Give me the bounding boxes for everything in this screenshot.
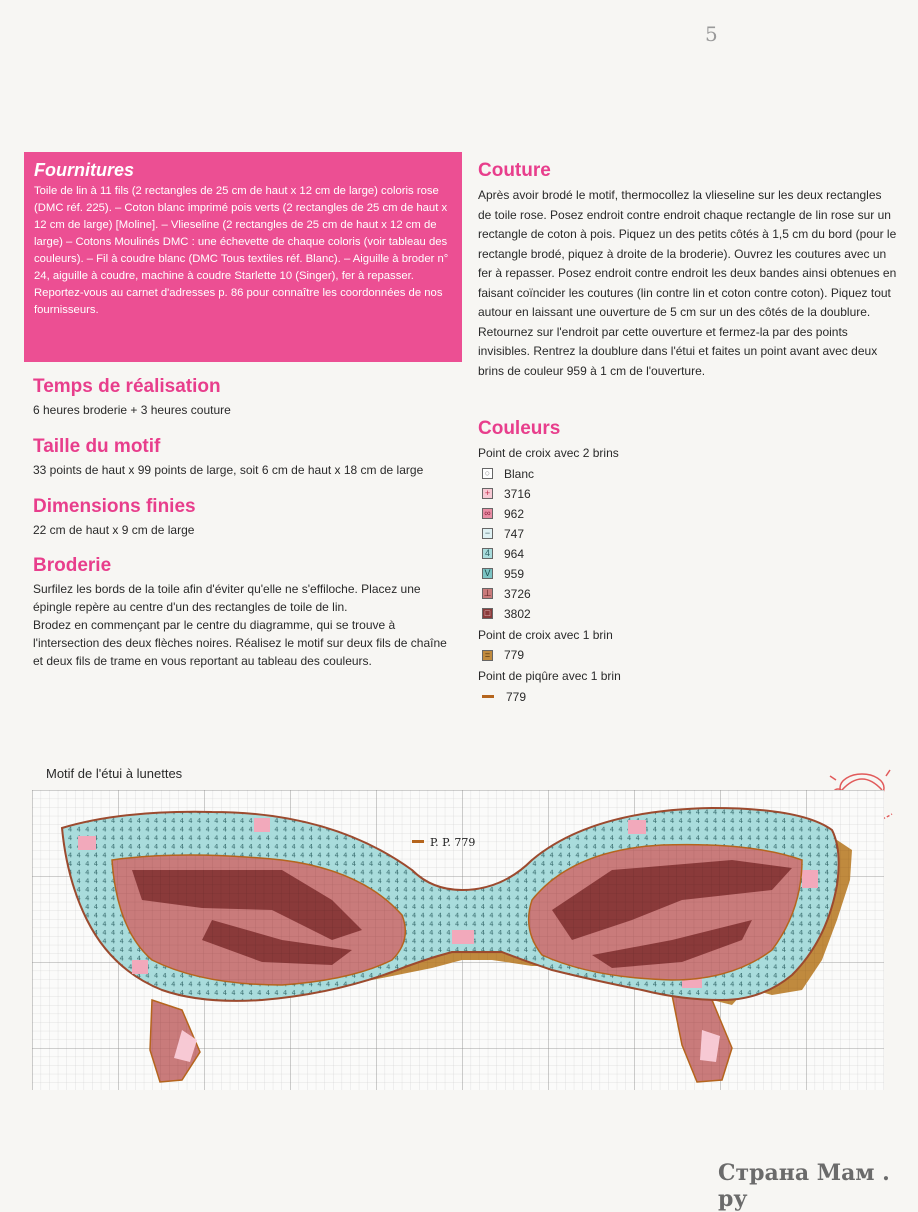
- broderie-p2: Brodez en commençant par le centre du diagramme, qui se trouve à l'intersection des deux flèches noires. Réalisez le motif sur deux fils de chaîne et deux fils de trame en vous reportant au tableau des couleurs.: [33, 618, 447, 668]
- color-key-item: [478, 645, 898, 665]
- key-heading-2-brins: Point de croix avec 2 brins: [478, 446, 619, 460]
- couleurs-section: [478, 418, 898, 707]
- color-key-label: 959: [504, 566, 525, 581]
- dimensions-body: 22 cm de haut x 9 cm de large: [33, 523, 195, 537]
- cross-stitch-chart: [32, 790, 884, 1090]
- temps-body: 6 heures broderie + 3 heures couture: [33, 403, 231, 417]
- fournitures-body: Toile de lin à 11 fils (2 rectangles de 25 cm de haut x 12 cm de large) coloris rose (DMC réf. 225). – Coton blanc imprimé pois verts (2 rectangles de 25 cm de haut x 12 cm de large) [Moline]. – Vlieseline (2 rectangles de 25 cm de haut x 12 cm de large) – Cotons Moulinés DMC : une échevette de chaque coloris (voir tableau des couleurs). – Fil à coudre blanc (DMC Tous textiles réf. Blanc). – Aiguille à broder n° 24, aiguille à coudre, machine à coudre Starlette 10 (Singer), fer à repasser.: [34, 185, 449, 282]
- color-key-item: [478, 564, 898, 584]
- key-heading-1-brin: Point de croix avec 1 brin: [478, 627, 613, 642]
- color-swatch-icon: +: [482, 488, 493, 499]
- couture-section: [478, 160, 898, 381]
- color-swatch-icon: −: [482, 528, 493, 539]
- broderie-section: [33, 555, 453, 670]
- color-key-label: 779: [504, 648, 525, 662]
- color-key-label: 779: [506, 689, 527, 704]
- fournitures-box: [24, 152, 462, 362]
- color-key-item: [478, 604, 898, 624]
- taille-body: 33 points de haut x 99 points de large, soit 6 cm de haut x 18 cm de large: [33, 463, 424, 477]
- color-key-list-piqure: [478, 687, 898, 707]
- pp-label: P. P. 779: [430, 836, 476, 849]
- color-key-item: [478, 464, 898, 484]
- color-key-item: [478, 524, 898, 544]
- couleurs-title: Couleurs: [478, 418, 561, 439]
- color-swatch-icon: ○: [482, 468, 493, 479]
- color-key-label: 3802: [504, 606, 531, 621]
- backstitch-line-icon: [482, 695, 494, 698]
- color-key-list-1-brin: [478, 645, 898, 665]
- broderie-title: Broderie: [33, 555, 112, 576]
- key-heading-piqure: Point de piqûre avec 1 brin: [478, 669, 621, 683]
- couture-title: Couture: [478, 160, 551, 181]
- dimensions-title: Dimensions finies: [33, 496, 196, 517]
- color-swatch-icon: =: [482, 650, 493, 661]
- broderie-p1: Surfilez les bords de la toile afin d'éviter qu'elle ne s'effiloche. Placez une épingle repère au centre d'un des rectangles de toile de lin.: [33, 582, 421, 614]
- color-key-item: [478, 484, 898, 504]
- temps-title: Temps de réalisation: [33, 376, 221, 397]
- temps-section: [33, 376, 453, 419]
- color-key-label: 747: [504, 526, 525, 541]
- fournitures-note: Reportez-vous au carnet d'adresses p. 86 pour connaître les coordonnées de nos fournisseurs.: [34, 287, 443, 316]
- color-key-label: 3716: [504, 486, 531, 501]
- color-key-label: 962: [504, 506, 525, 521]
- couture-body: Après avoir brodé le motif, thermocollez la vlieseline sur les deux rectangles de toile rose. Posez endroit contre endroit chaque rectangle de lin rose sur un rectangle de coton à pois. Piquez un des petits côtés à 1,5 cm du bord (pour le rectangle brodé, piquez à droite de la broderie). Ouvrez les coutures avec un fer à repasser. Posez endroit contre endroit les deux bandes ainsi obtenues en faisant coïncider les coutures (lin contre lin et coton contre coton). Piquez tout autour en laissant une ouverture de 5 cm sur un des côtés de la doublure. Retournez sur l'endroit par cette ouverture et fermez-la par des points invisibles. Rentrez la doublure dans l'étui et faites un point avant avec deux brins de couleur 959 à 1 cm de l'ouverture.: [478, 188, 897, 378]
- color-key-item: [478, 504, 898, 524]
- color-key-label: 964: [504, 546, 525, 561]
- fournitures-title: Fournitures: [34, 160, 135, 180]
- color-swatch-icon: □: [482, 608, 493, 619]
- dimensions-section: [33, 496, 453, 539]
- color-swatch-icon: ∞: [482, 508, 493, 519]
- color-key-item: [478, 584, 898, 604]
- color-swatch-icon: ⊥: [483, 588, 492, 598]
- page-number-mark: 5: [705, 22, 718, 46]
- taille-title: Taille du motif: [33, 436, 161, 457]
- color-key-item: [478, 687, 898, 707]
- motif-title: Motif de l'étui à lunettes: [46, 766, 183, 781]
- color-key-item: [478, 544, 898, 564]
- color-key-label: Blanc: [504, 466, 535, 481]
- taille-section: [33, 436, 453, 479]
- color-swatch-icon: V: [482, 568, 493, 579]
- color-swatch-icon: 4: [482, 548, 493, 559]
- pp-line-swatch: [412, 840, 424, 843]
- color-key-label: 3726: [504, 586, 531, 601]
- color-key-list: [478, 464, 898, 624]
- watermark: Страна Мам . ру: [718, 1160, 890, 1212]
